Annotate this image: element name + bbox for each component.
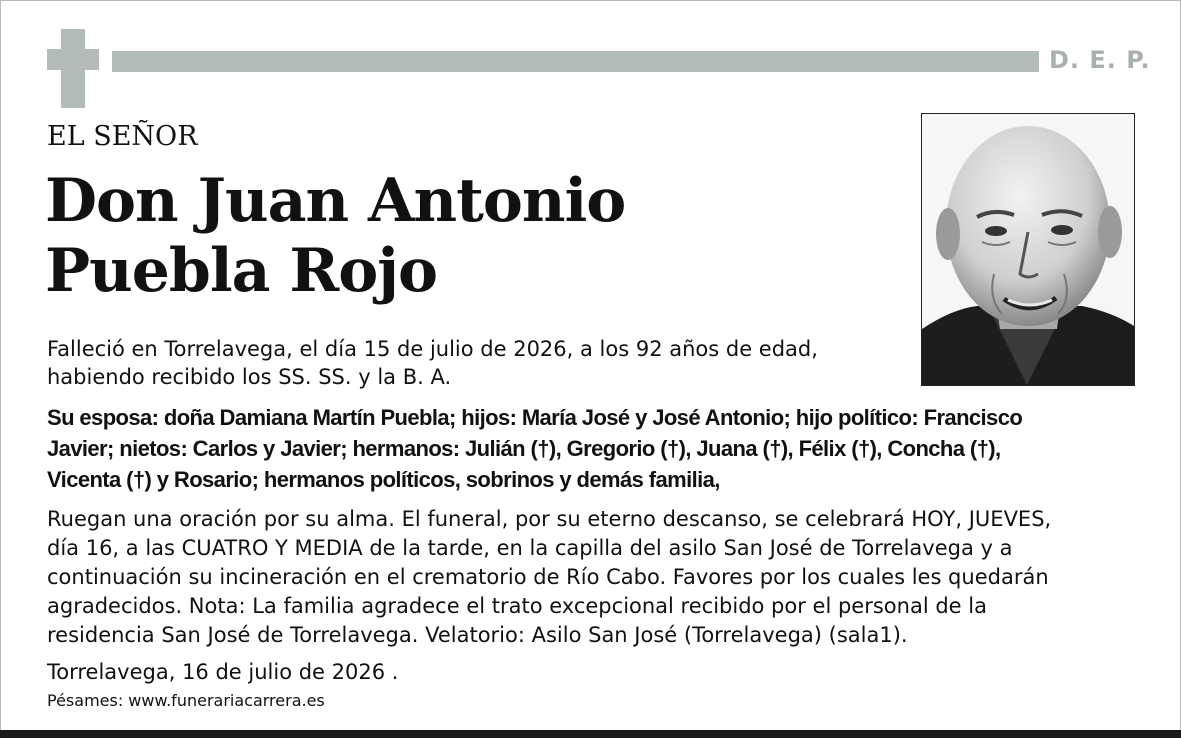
family-line: Javier; nietos: Carlos y Javier; hermanos: Julián (†), Gregorio (†), Juana (†), Félix (†), Concha (†), <box>47 436 1001 461</box>
details-line: día 16, a las CUATRO Y MEDIA de la tarde, en la capilla del asilo San José de Torrelavega y a <box>47 536 1013 560</box>
cross-icon <box>47 29 99 108</box>
details-line: Ruegan una oración por su alma. El funeral, por su eterno descanso, se celebrará HOY, JUEVES, <box>47 507 1052 531</box>
details-line: continuación su incineración en el crematorio de Río Cabo. Favores por los cuales les quedarán <box>47 565 1049 589</box>
condolences-link[interactable]: Pésames: www.funerariacarrera.es <box>47 691 325 710</box>
funeral-details <box>47 505 1137 650</box>
name-line: Don Juan Antonio <box>45 166 626 236</box>
death-notice-intro <box>47 335 907 391</box>
family-line: Su esposa: doña Damiana Martín Puebla; hijos: María José y José Antonio; hijo político: Francisco <box>47 405 1023 430</box>
family-line: Vicenta (†) y Rosario; hermanos políticos, sobrinos y demás familia, <box>47 467 720 492</box>
header-rule <box>112 51 1039 72</box>
portrait-image <box>922 114 1134 385</box>
portrait-photo <box>921 113 1135 386</box>
details-line: agradecidos. Nota: La familia agradece el trato excepcional recibido por el personal de la <box>47 594 987 618</box>
dep-label: D. E. P. <box>1049 46 1151 74</box>
name-line: Puebla Rojo <box>45 236 438 306</box>
details-line: residencia San José de Torrelavega. Velatorio: Asilo San José (Torrelavega) (sala1). <box>47 623 908 647</box>
family-list <box>47 402 1137 495</box>
intro-line: Falleció en Torrelavega, el día 15 de julio de 2026, a los 92 años de edad, <box>47 337 818 361</box>
bottom-rule <box>0 730 1181 738</box>
pre-title: EL SEÑOR <box>47 121 198 152</box>
intro-line: habiendo recibido los SS. SS. y la B. A. <box>47 365 452 389</box>
deceased-name <box>45 166 625 306</box>
place-date: Torrelavega, 16 de julio de 2026 . <box>47 660 399 684</box>
